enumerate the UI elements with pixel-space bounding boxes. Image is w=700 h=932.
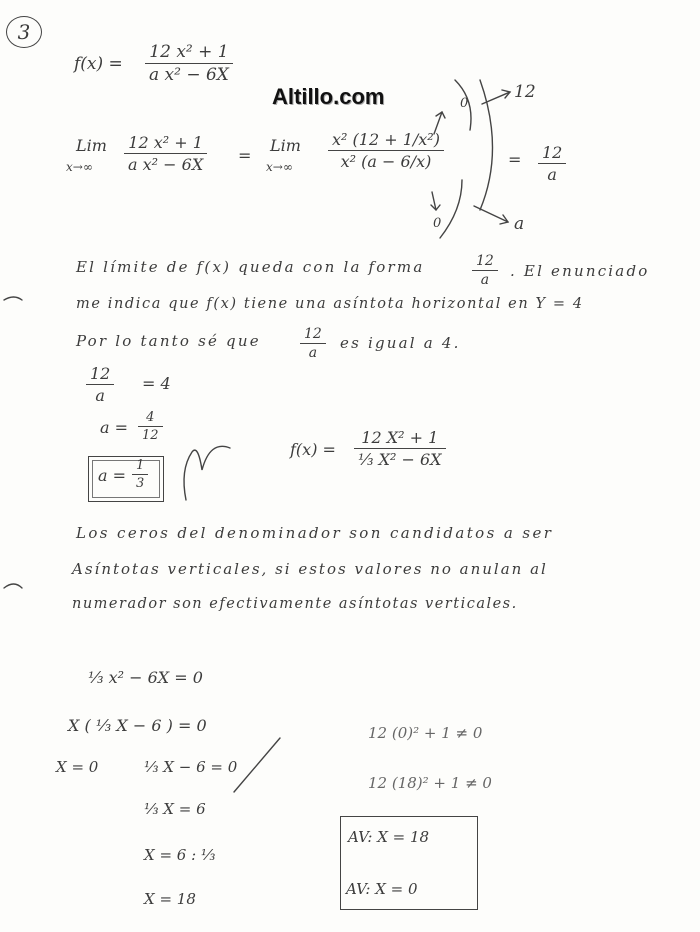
factored-denominator: x² (a − 6/x) xyxy=(328,150,444,171)
watermark-logo: Altillo.com xyxy=(272,84,385,109)
check-zero: 12 (0)² + 1 ≠ 0 xyxy=(368,724,483,742)
factored-numerator: x² (12 + 1/x²) xyxy=(332,130,440,149)
paragraph1-line3-text-b: es igual a 4. xyxy=(340,334,461,352)
paragraph2-line1: Los ceros del denominador son candidatos a ser xyxy=(76,524,554,542)
zeros-step3-left: X = 0 xyxy=(56,758,99,776)
margin-mark-1 xyxy=(4,297,22,300)
limit-equals: = xyxy=(238,146,252,165)
lower-bracket-stroke xyxy=(440,180,462,238)
limit-label: Lim xyxy=(76,136,107,155)
answer-av-18: AV: X = 18 xyxy=(348,828,430,846)
final-function-num: 12 X² + 1 xyxy=(361,428,439,447)
solve-a-eq2-den: 12 xyxy=(138,426,163,443)
paragraph1-line2: me indica que f(x) tiene una asíntota horizontal en Y = 4 xyxy=(76,296,584,312)
answer-av-0: AV: X = 0 xyxy=(346,880,418,898)
limit-result-numerator: 12 xyxy=(542,143,563,162)
solve-a-eq2-lhs: a = xyxy=(100,418,129,437)
zeros-step4: ⅓ X = 6 xyxy=(144,800,206,818)
slash-stroke xyxy=(234,738,280,792)
paragraph1-line1-text-a: El límite de f(x) queda con la forma xyxy=(76,258,425,276)
paragraph1-line3-frac-den: a xyxy=(300,343,326,361)
definition-lhs: f(x) = xyxy=(74,54,123,74)
definition-denominator: a x² − 6X xyxy=(145,63,233,85)
arrow-bottom-zero: 0 xyxy=(433,216,442,231)
solve-a-eq1-rhs: = 4 xyxy=(142,374,171,393)
limit-label-2: Lim xyxy=(270,136,301,155)
limit-subscript-2: x→∞ xyxy=(266,160,293,174)
limit-subscript: x→∞ xyxy=(66,160,93,174)
final-function-lhs: f(x) = xyxy=(290,440,336,459)
problem-number: 3 xyxy=(6,16,42,48)
zeros-step1: ⅓ x² − 6X = 0 xyxy=(88,668,203,687)
paragraph1-line1-frac-num: 12 xyxy=(476,253,494,269)
solve-a-eq1-den: a xyxy=(86,384,114,405)
limit-result-denominator: a xyxy=(538,163,566,184)
definition-numerator: 12 x² + 1 xyxy=(149,42,229,62)
arrow-to-a xyxy=(474,206,508,222)
solve-a-eq2-num: 4 xyxy=(146,410,155,425)
zeros-step6: X = 18 xyxy=(144,890,196,908)
solve-a-eq1-num: 12 xyxy=(90,364,111,383)
paragraph2-line3: numerador son efectivamente asíntotas verticales. xyxy=(72,596,518,612)
result-a-lhs: a = xyxy=(98,466,127,485)
limit-numerator: 12 x² + 1 xyxy=(128,133,203,152)
limit-denominator: a x² − 6X xyxy=(124,153,207,174)
final-function-den: ⅓ X² − 6X xyxy=(354,448,446,469)
arrow-bottom-value: a xyxy=(514,214,525,234)
result-a-num: 1 xyxy=(136,458,145,473)
check-eighteen: 12 (18)² + 1 ≠ 0 xyxy=(368,774,492,792)
zeros-step3-right: ⅓ X − 6 = 0 xyxy=(144,758,238,776)
zeros-step2: X ( ⅓ X − 6 ) = 0 xyxy=(68,716,207,735)
paragraph2-line2: Asíntotas verticales, si estos valores no anulan al xyxy=(72,560,548,578)
result-a-den: 3 xyxy=(132,474,148,491)
paragraph1-line3-text-a: Por lo tanto sé que xyxy=(76,332,261,350)
paragraph1-line3-frac-num: 12 xyxy=(304,326,322,342)
paragraph1-line1-text-b: . El enunciado xyxy=(510,262,650,280)
margin-mark-2 xyxy=(4,584,22,588)
paragraph1-line1-frac-den: a xyxy=(472,270,498,288)
upper-bracket-stroke xyxy=(455,80,471,130)
check-mark xyxy=(184,446,230,500)
arrow-top-zero: 0 xyxy=(460,96,469,111)
arrow-top-value: 12 xyxy=(514,82,536,102)
result-equals: = xyxy=(508,150,522,169)
outer-bracket-stroke xyxy=(480,80,493,210)
zeros-step5: X = 6 : ⅓ xyxy=(144,846,216,864)
